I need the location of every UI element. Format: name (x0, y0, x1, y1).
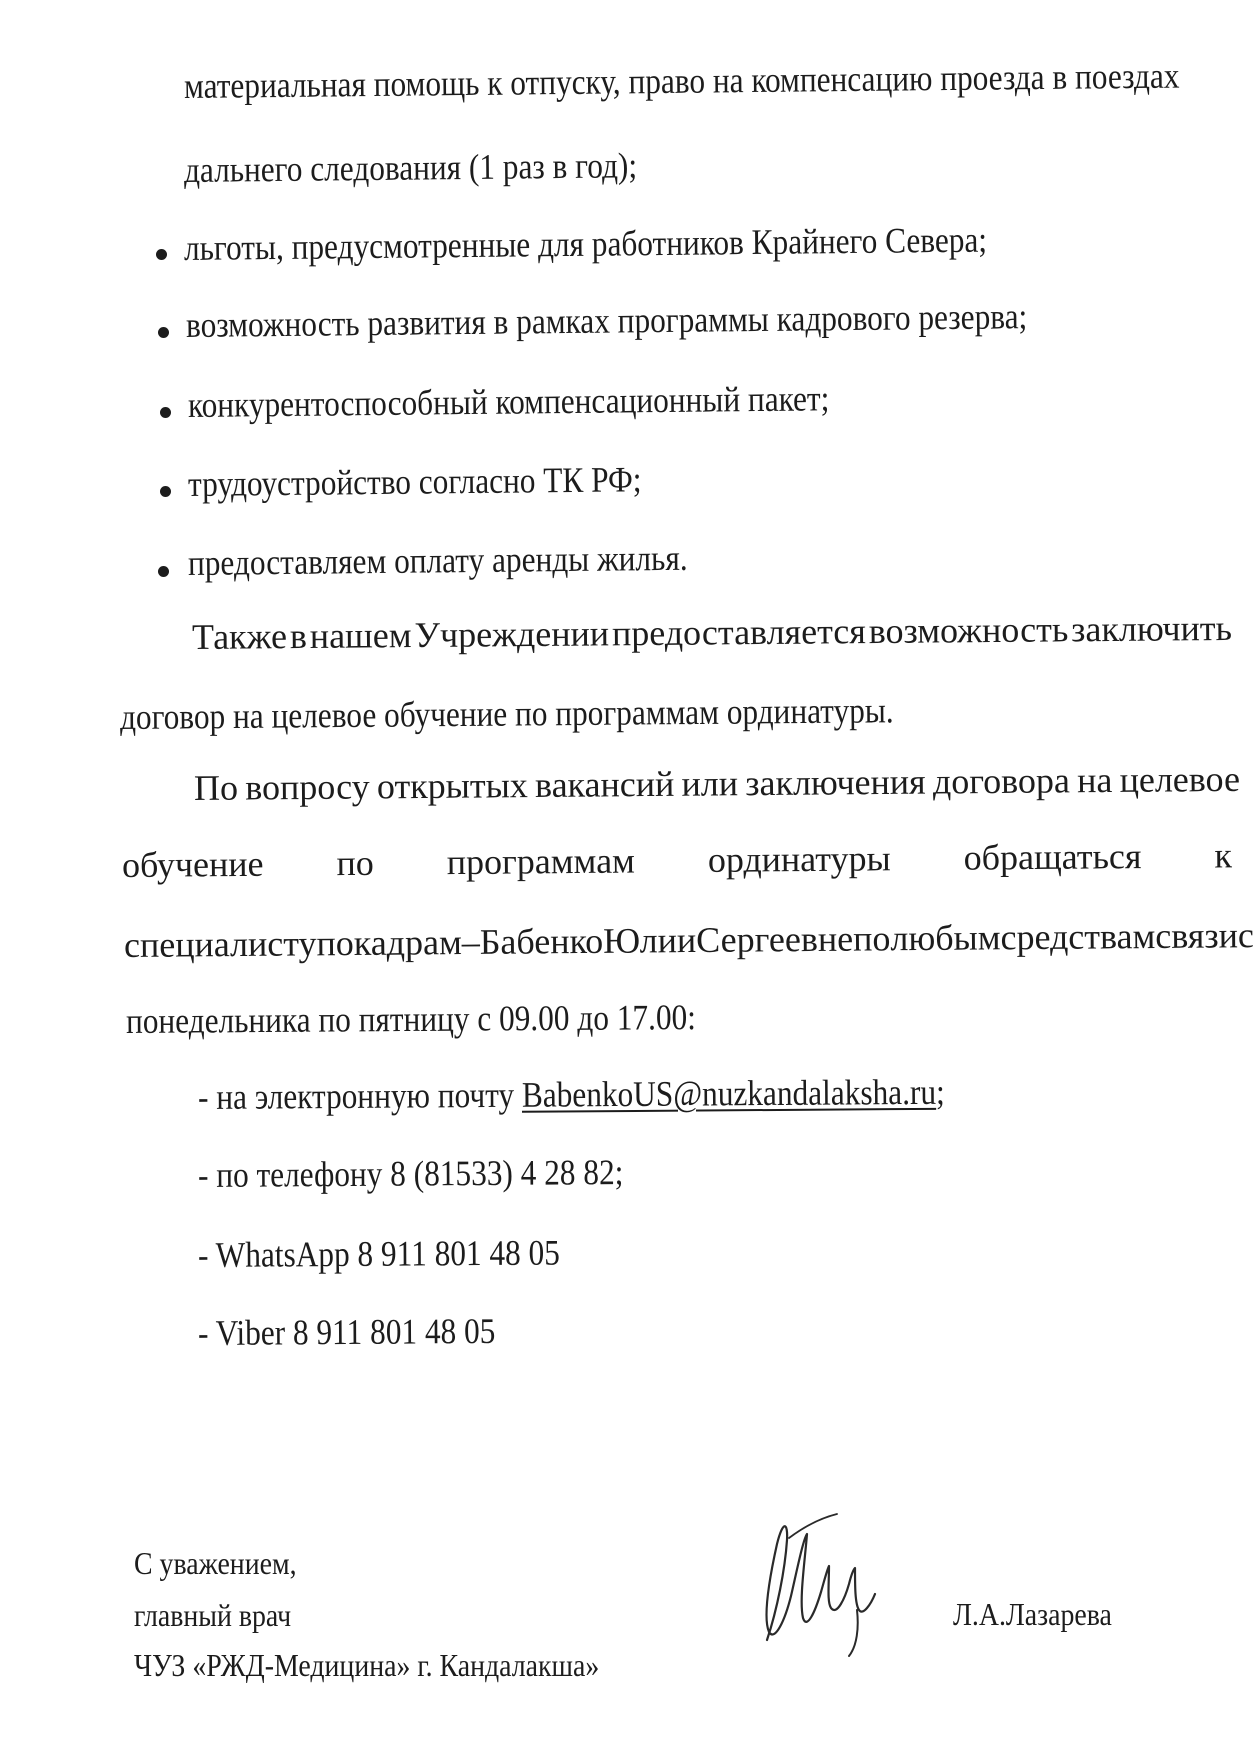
paragraph-2-line-3 (123, 915, 1254, 965)
list-item-text: возможность развития в рамках программы кадрового резерва; (185, 296, 1028, 345)
bullet-dot (156, 249, 167, 260)
bullet-continuation-line-2: дальнего следования (1 раз в год); (183, 145, 638, 190)
list-item-text: льготы, предусмотренные для работников Крайнего Севера; (183, 219, 988, 268)
word: Юлии (602, 920, 697, 961)
paragraph-2-line-2 (122, 835, 1232, 885)
word: предоставляется (611, 611, 866, 654)
paragraph-2-line-1 (194, 759, 1240, 808)
word: по (852, 918, 891, 959)
word: обучение (121, 843, 264, 885)
word: договора (932, 760, 1071, 802)
word: заключения (745, 761, 926, 804)
word: в (289, 615, 308, 657)
contact-email-line (198, 1072, 945, 1117)
closing-position: главный врач (134, 1597, 292, 1633)
contact-viber: - Viber 8 911 801 48 05 (197, 1310, 496, 1353)
word: открытых (376, 765, 528, 807)
word: Также (191, 616, 288, 657)
word: связи (1155, 915, 1239, 956)
word: возможность (868, 609, 1069, 652)
bullet-dot (160, 486, 171, 497)
word: по (316, 922, 354, 964)
bullet-dot (160, 407, 171, 418)
word: целевое (1119, 758, 1241, 800)
handwritten-signature (745, 1500, 905, 1660)
word: Бабенко (479, 920, 604, 962)
word: вакансий (534, 763, 675, 806)
word: или (681, 763, 739, 804)
word: заключить (1071, 607, 1233, 650)
bullet-dot (158, 327, 169, 338)
paragraph-1-line-2: договор на целевое обучение по программам ординатуры. (119, 690, 894, 737)
word: любым (890, 917, 1001, 959)
paragraph-2-line-4: понедельника по пятницу с 09.00 до 17.00: (125, 997, 697, 1041)
contact-email-suffix: ; (935, 1071, 945, 1112)
list-item-text: конкурентоспособный компенсационный пакет; (187, 378, 830, 425)
word: к (1214, 835, 1233, 876)
word: ординатуры (707, 838, 891, 880)
contact-phone: - по телефону 8 (81533) 4 28 82; (197, 1152, 624, 1195)
word: вопросу (245, 766, 370, 808)
list-item-text: предоставляем оплату аренды жилья. (187, 537, 688, 583)
email-link[interactable]: BabenkoUS@nuzkandalaksha.ru (521, 1071, 937, 1115)
word: Учреждении (414, 613, 610, 656)
word: на (1076, 759, 1113, 801)
word: программам (446, 840, 636, 883)
word: По (193, 767, 239, 808)
word: по (336, 842, 374, 884)
word: кадрам (353, 922, 462, 963)
bullet-continuation-line-1: материальная помощь к отпуску, право на компенсацию проезда в поездах (183, 55, 1180, 106)
word: специалисту (123, 923, 317, 965)
signatory-name: Л.А.Лазарева (953, 1596, 1112, 1632)
word: Сергеевне (696, 918, 854, 961)
word: обращаться (963, 836, 1142, 878)
bullet-dot (158, 566, 169, 577)
list-item-text: трудоустройство согласно ТК РФ; (187, 459, 642, 504)
word: нашем (309, 615, 412, 656)
contact-email-label: - на электронную почту (197, 1074, 523, 1117)
paragraph-1-line-1 (192, 608, 1232, 657)
word: средствам (1000, 916, 1156, 958)
closing-regards: С уважением, (134, 1545, 297, 1581)
contact-whatsapp: - WhatsApp 8 911 801 48 05 (197, 1232, 561, 1275)
word: – (461, 921, 480, 963)
word: с (1237, 915, 1254, 956)
closing-organization: ЧУЗ «РЖД-Медицина» г. Кандалакша» (134, 1647, 600, 1683)
